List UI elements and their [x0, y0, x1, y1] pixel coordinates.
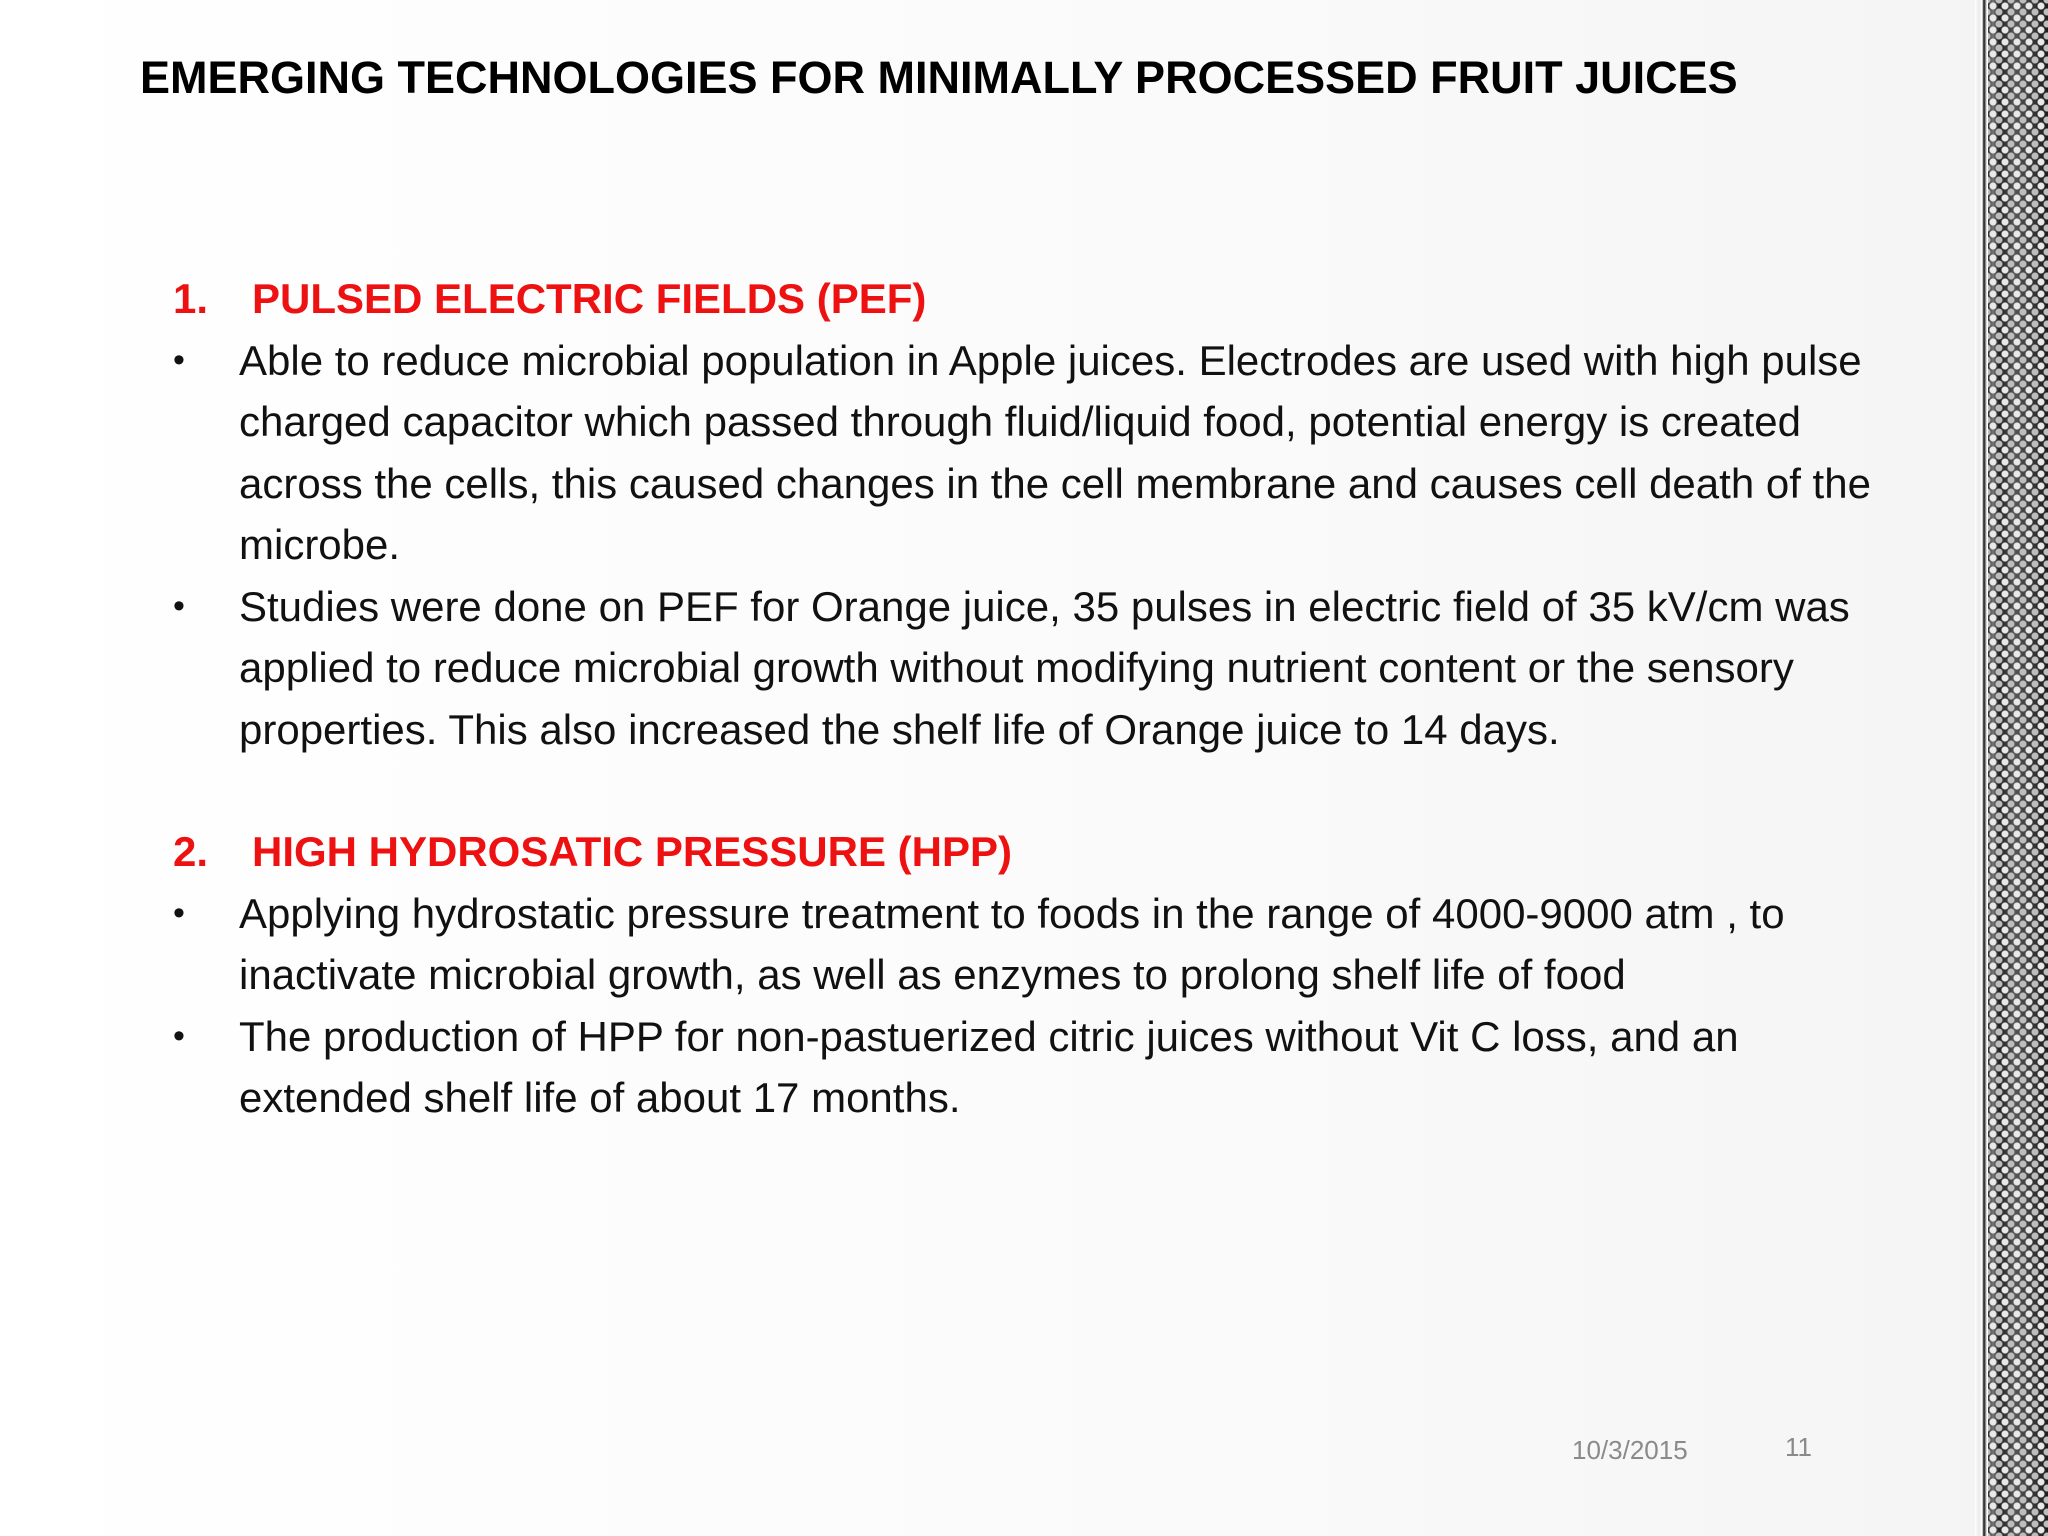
slide-content [173, 268, 1873, 1129]
bullet-item [173, 576, 1873, 761]
bullet-icon: • [173, 340, 185, 379]
section-heading-text: HIGH HYDROSATIC PRESSURE (HPP) [252, 828, 1012, 875]
bullet-item [173, 1006, 1873, 1129]
decorative-side-strip [1975, 0, 2048, 1536]
section-hpp [173, 821, 1873, 1129]
bullet-text: Studies were done on PEF for Orange juice, 35 pulses in electric field of 35 kV/cm was applied to reduce microbial growth without modifying nutrient content or the sensory properties. This also increased the shelf life of Orange juice to 14 days. [239, 582, 1850, 753]
bullet-text: Applying hydrostatic pressure treatment to foods in the range of 4000-9000 atm , to inactivate microbial growth, as well as enzymes to prolong shelf life of food [239, 889, 1785, 998]
section-heading [173, 268, 1873, 330]
section-number: 1. [173, 275, 209, 322]
section-heading-text: PULSED ELECTRIC FIELDS (PEF) [252, 275, 927, 322]
bullet-icon: • [173, 1016, 185, 1055]
section-heading [173, 821, 1873, 883]
bullet-icon: • [173, 893, 185, 932]
section-number: 2. [173, 828, 209, 875]
slide-title: EMERGING TECHNOLOGIES FOR MINIMALLY PROCESSED FRUIT JUICES [140, 52, 1738, 103]
section-pef [173, 268, 1873, 760]
bullet-icon: • [173, 586, 185, 625]
slide-date: 10/3/2015 [1572, 1435, 1688, 1465]
slide-page-number: 11 [1785, 1432, 1812, 1462]
bullet-item [173, 883, 1873, 1006]
bullet-text: The production of HPP for non-pastuerized citric juices without Vit C loss, and an extended shelf life of about 17 months. [239, 1012, 1739, 1121]
bullet-text: Able to reduce microbial population in Apple juices. Electrodes are used with high pulse charged capacitor which passed through fluid/liquid food, potential energy is created across the cells, this caused changes in the cell membrane and causes cell death of the microbe. [239, 336, 1871, 568]
bullet-item [173, 330, 1873, 576]
